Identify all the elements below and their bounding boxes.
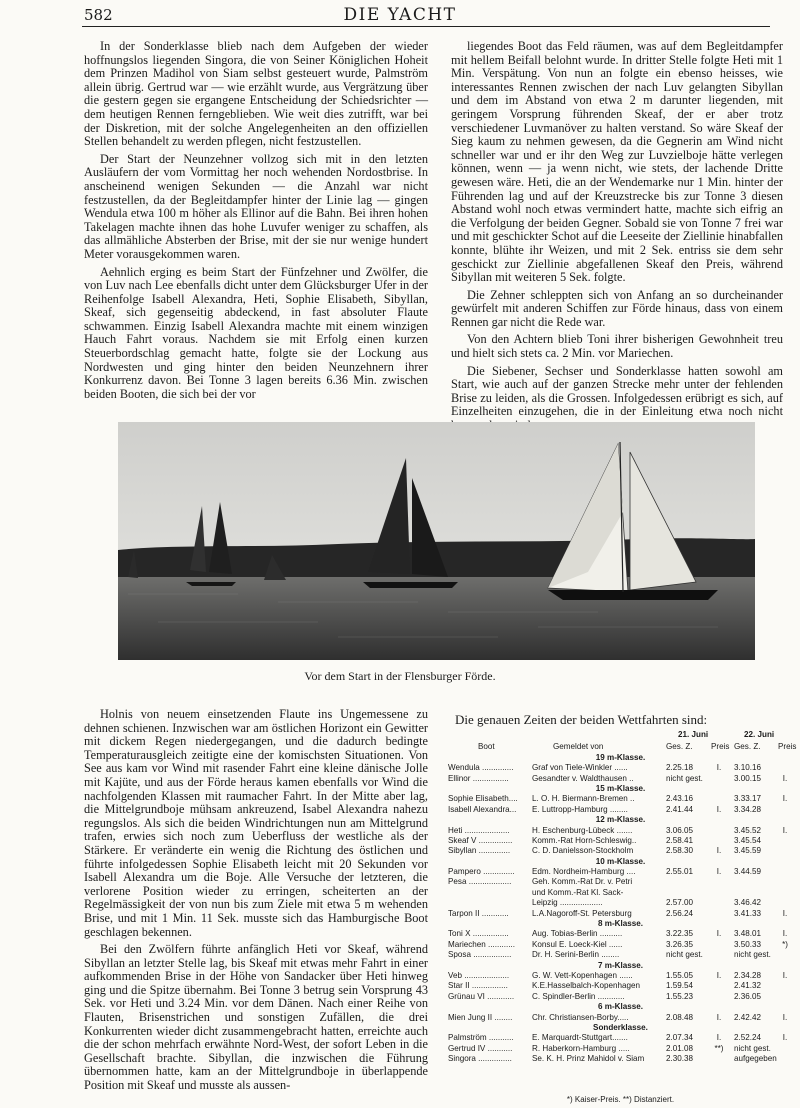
- entrant: Geh. Komm.-Rat Dr. v. Petri: [532, 877, 633, 887]
- table-row: [448, 971, 793, 981]
- race-date-2: 22. Juni: [744, 730, 775, 739]
- boat-name: Isabell Alexandra...: [448, 804, 517, 814]
- time-race-2: 2.34.28: [734, 970, 762, 980]
- table-row: [448, 1013, 793, 1023]
- time-race-2: 3.34.28: [734, 804, 762, 814]
- prize-race-2: I.: [782, 1033, 788, 1043]
- prize-race-2: I.: [782, 794, 788, 804]
- boat-name: Palmström ...........: [448, 1033, 514, 1043]
- time-race-1: 3.26.35: [666, 939, 694, 949]
- time-race-1: 2.55.01: [666, 867, 694, 877]
- boat-name: Mien Jung II ........: [448, 1012, 513, 1022]
- upper-left-column: [84, 40, 428, 401]
- class-heading: [448, 784, 793, 794]
- boat-name: Wendula ..............: [448, 763, 514, 773]
- class-name: 12 m-Klasse.: [595, 815, 646, 825]
- time-race-1: nicht gest.: [666, 950, 703, 960]
- table-header-row: [448, 742, 797, 752]
- entrant: Gesandter v. Waldthausen ..: [532, 773, 634, 783]
- boat-name: Sibyllan ..............: [448, 846, 511, 856]
- time-race-1: 2.07.34: [666, 1033, 694, 1043]
- class-name: 8 m-Klasse.: [598, 919, 643, 929]
- time-race-2: 2.42.42: [734, 1012, 762, 1022]
- boat-name: Ellinor ................: [448, 773, 509, 783]
- entrant: und Komm.-Rat Kl. Sack-: [532, 887, 624, 897]
- entrant: L. O. H. Biermann-Bremen ..: [532, 794, 635, 804]
- paragraph: Von den Achtern blieb Toni ihrer bisherigen Gewohnheit treu und hielt sich stets ca. 2 Min. vor Mariechen.: [451, 332, 783, 361]
- class-heading: [448, 1002, 793, 1012]
- prize-race-1: I.: [716, 1012, 722, 1022]
- header-time-1: Ges. Z.: [666, 742, 693, 752]
- time-race-1: 2.56.24: [666, 908, 694, 918]
- entrant: Dr. H. Serini-Berlin ........: [532, 950, 620, 960]
- entrant: Graf von Tiele-Winkler ......: [532, 763, 628, 773]
- class-heading: [448, 753, 793, 763]
- table-row: [448, 940, 793, 950]
- time-race-1: 3.22.35: [666, 929, 694, 939]
- header-prize-1: Preis: [711, 742, 730, 752]
- time-race-1: 2.08.48: [666, 1012, 694, 1022]
- class-name: 7 m-Klasse.: [598, 960, 643, 970]
- paragraph: Die Siebener, Sechser und Sonderklasse hatten sowohl am Start, wie auch auf der ganzen Strecke mehr unter der fehlenden Brise zu leiden, als die Grossen. Infolgedessen erübrigt es sich, auf Einzelheiten einzugehen, die in der Einleitung etwa noch nicht: [451, 363, 783, 419]
- table-footnote: *) Kaiser-Preis. **) Distanziert.: [566, 1095, 675, 1104]
- entrant: Konsul E. Loeck-Kiel ......: [532, 939, 623, 949]
- time-race-1: 1.55.05: [666, 970, 694, 980]
- entrant: Komm.-Rat Horn-Schleswig..: [532, 835, 637, 845]
- table-row: [448, 1033, 793, 1043]
- table-row: [448, 867, 793, 877]
- time-race-1: 1.55.23: [666, 991, 694, 1001]
- time-race-2: nicht gest.: [734, 950, 771, 960]
- running-header: DIE YACHT: [343, 5, 457, 25]
- prize-race-1: I.: [716, 1033, 722, 1043]
- prize-race-2: *): [782, 939, 788, 949]
- prize-race-1: I.: [716, 867, 722, 877]
- prize-race-2: I.: [782, 825, 788, 835]
- table-row: [448, 898, 793, 908]
- table-row: [448, 836, 793, 846]
- entrant: R. Haberkorn-Hamburg .....: [532, 1043, 630, 1053]
- prize-race-2: I.: [782, 773, 788, 783]
- table-row: [448, 774, 793, 784]
- time-race-1: 2.01.08: [666, 1043, 694, 1053]
- time-race-2: 3.50.33: [734, 939, 762, 949]
- entrant: K.E.Hasselbalch-Kopenhagen: [532, 981, 640, 991]
- time-race-1: 3.06.05: [666, 825, 694, 835]
- time-race-1: 2.41.44: [666, 804, 694, 814]
- table-row: [448, 981, 793, 991]
- entrant: Aug. Tobias-Berlin ..........: [532, 929, 623, 939]
- class-heading: [448, 919, 793, 929]
- prize-race-1: I.: [716, 804, 722, 814]
- class-heading: [448, 1023, 793, 1033]
- prize-race-1: I.: [716, 929, 722, 939]
- time-race-1: nicht gest.: [666, 773, 703, 783]
- time-race-1: 2.57.00: [666, 898, 694, 908]
- page-number: 582: [84, 6, 113, 24]
- boat-name: Heti ....................: [448, 825, 510, 835]
- time-race-2: 3.33.17: [734, 794, 762, 804]
- prize-race-1: **): [714, 1043, 724, 1053]
- class-name: 6 m-Klasse.: [598, 1002, 643, 1012]
- header-time-2: Ges. Z.: [734, 742, 761, 752]
- time-race-1: 2.30.38: [666, 1054, 694, 1064]
- boat-name: Pesa ...................: [448, 877, 512, 887]
- entrant: G. W. Vett-Kopenhagen ......: [532, 970, 633, 980]
- class-name: 10 m-Klasse.: [595, 856, 646, 866]
- paragraph: In der Sonderklasse blieb nach dem Aufgeben der wieder hoffnungslos liegenden Singora, die von Seiner Königlichen Hoheit dem Prinzen Madihol von Siam selbst gesteuert wurde, Palmström allein übrig. Gertrud war — wie erzählt wurde, aus Vergrätzung über die gestern gegen sie ergangene Entscheidung der Schiedsrichter — dem heutigen Rennen ferngeblieben. Wie weit dies zutrifft, war bei der Diskretion, mit der solche Angelegenheiten an den offiziellen Stellen behandelt zu werden pflegen, nicht festzustellen.: [84, 39, 428, 149]
- boat-name: Pampero ..............: [448, 867, 515, 877]
- table-row: [448, 888, 793, 898]
- header-rule: [82, 26, 770, 27]
- table-row: [448, 950, 793, 960]
- time-race-2: 3.48.01: [734, 929, 762, 939]
- results-table: [448, 730, 797, 1065]
- lower-left-column: [84, 708, 428, 1093]
- table-row: [448, 1044, 793, 1054]
- table-date-row: [448, 730, 793, 740]
- class-name: 19 m-Klasse.: [595, 752, 646, 762]
- boat-name: Skeaf V ...............: [448, 835, 513, 845]
- table-row: [448, 1054, 793, 1064]
- boat-name: Star II ................: [448, 981, 508, 991]
- prize-race-2: I.: [782, 908, 788, 918]
- boat-name: Sophie Elisabeth....: [448, 794, 518, 804]
- paragraph: Der Start der Neunzehner vollzog sich mit in den letzten Ausläufern der vom Vormittag her noch wehenden Nordostbrise. In anscheinend wenigen Sekunden — die Anzahl war nicht festzustellen, da der Begleitdampfer hinter der Linie lag — gingen Wendula etwa 100 m höher als Ellinor auf die Bahn. Bei ihren hohen Takelagen machte ihnen das hohe Luvufer weniger zu schaffen, als das allmähliche Absterben der Brise, mit der sie nur wenige hundert Meter vorausgekommen waren.: [84, 151, 428, 261]
- table-row: [448, 805, 793, 815]
- header-prize-2: Preis: [778, 742, 797, 752]
- class-heading: [448, 857, 793, 867]
- time-race-1: 2.58.41: [666, 835, 694, 845]
- time-race-2: 2.52.24: [734, 1033, 762, 1043]
- time-race-1: 2.43.16: [666, 794, 694, 804]
- time-race-2: 2.41.32: [734, 981, 762, 991]
- class-heading: [448, 815, 793, 825]
- paragraph: Die Zehner schleppten sich von Anfang an so durcheinander gewürfelt mit anderen Schiffen zur Förde hinaus, dass von einem Rennen gar nicht die Rede war.: [451, 287, 783, 329]
- class-name: 15 m-Klasse.: [595, 783, 646, 793]
- time-race-2: 3.45.54: [734, 835, 762, 845]
- table-row: [448, 992, 793, 1002]
- class-name: Sonderklasse.: [593, 1022, 648, 1032]
- time-race-1: 1.59.54: [666, 981, 694, 991]
- prize-race-1: I.: [716, 763, 722, 773]
- table-row: [448, 929, 793, 939]
- prize-race-1: I.: [716, 970, 722, 980]
- entrant: E. Luttropp-Hamburg ........: [532, 804, 628, 814]
- time-race-1: 2.58.30: [666, 846, 694, 856]
- table-row: [448, 794, 793, 804]
- boat-name: Mariechen ............: [448, 939, 516, 949]
- header-owner: Gemeldet von: [553, 742, 604, 752]
- entrant: E. Marquardt-Stuttgart.......: [532, 1033, 628, 1043]
- boat-name: Veb ....................: [448, 970, 510, 980]
- race-date-1: 21. Juni: [678, 730, 709, 739]
- boat-name: Singora ...............: [448, 1054, 512, 1064]
- table-row: [448, 826, 793, 836]
- prize-race-2: I.: [782, 929, 788, 939]
- boat-name: Gertrud IV ...........: [448, 1043, 513, 1053]
- prize-race-1: I.: [716, 846, 722, 856]
- table-row: [448, 877, 793, 887]
- table-row: [448, 846, 793, 856]
- entrant: C. Spindler-Berlin ............: [532, 991, 625, 1001]
- paragraph: Aehnlich erging es beim Start der Fünfzehner und Zwölfer, die von Luv nach Lee ebenfalls dicht unter dem Glücksburger Ufer in der Reihenfolge Isabell Alexandra, Heti, Sophie Elisabeth, Sibyllan, Skeaf, sich gegenseitig abdeckend, in fast absoluter Flaute schwammen. Einzig Isabell Alexandra machte mit einem winzigen Hauch Fahrt voraus. Nachdem sie mit Erfolg einen kurzen Steuerbordschlag gemacht hatte, folgte sie der Lockung aus Nordwesten und ging hinter den beiden Neunzehnern ihrer Konkurrenz davon. Bei Tonne 3 lagen bereits 6.36 Min. zwischen beiden Booten, die sich bei der vor: [84, 264, 428, 401]
- header-boat: Boot: [478, 742, 495, 752]
- boat-name: Toni X ................: [448, 929, 509, 939]
- time-race-2: 3.46.42: [734, 898, 762, 908]
- time-race-2: 3.00.15: [734, 773, 762, 783]
- boat-name: Tarpon II ............: [448, 908, 509, 918]
- time-race-2: 3.45.59: [734, 846, 762, 856]
- entrant: Edm. Nordheim-Hamburg ....: [532, 867, 636, 877]
- paragraph: Bei den Zwölfern führte anfänglich Heti vor Skeaf, während Sibyllan an letzter Stelle lag, bis Skeaf mit etwas mehr Fahrt in einer aufkommenden Brise in der Höhe von Sandacker über Heti hinweg ging und die Spitze übernahm. Bei Tonne 3 betrug sein Vorsprung 43 Sek. vor Heti und 3.24 Min. vor dem Dänen. Nach einer Reihe von Flauten, Brisenstrichen und sonstigen Zufällen, die drei Konkurrenten wieder dicht zusammengebracht hatten, erreichte auch die der schon mehrfach erwähnte Nord-West, der sofort Leben in die Gesellschaft brachte. Sibyllan, die inzwischen die Führung übernommen hatte, kam an der Mittelgrundboje in überlappende Position mit Skeaf und musste als aussen-: [84, 942, 428, 1093]
- time-race-2: 3.10.16: [734, 763, 762, 773]
- paragraph: Holnis von neuem einsetzenden Flaute ins Ungemessene zu dehnen schienen. Inzwischen war am östlichen Horizont ein Gewitter mit dickem Regen niedergegangen, und die dadurch bedingte Temperaturausgleich zeitigte eine der komischsten Situationen. Von See aus kam vor Wind mit rasender Fahrt eine kleine dänische Jolle mit Kajüte, und aus der Förde heraus kamen ebenfalls vor Wind die nachfolgenden Klassen mit raumacher Fahrt. In der Mitte aber lag, die Mittelgrundboje mühsam ankreuzend, Isabel Alexandra nahezu regungslos. Als sich die beiden Windrichtungen nun am Mittelgrund trafen, erwies sich noch zum Ueberfluss der westliche als der Stärkere. Er veränderte ein wenig die Richtung des östlichen und führte infolgedessen Sophie Elisabeth leicht mit 20 Sekunden vor Isabell Alexandra um die Boje. Alle Versuche der letzteren, die verlorene Position wieder zu erringen, scheiterten an der Regelmässigkeit der von nun bis zum Ziele mit etwa 5 m wehenden Brise, und mit 1 Min. 11 Sek. musste sich das Hamburgische Boot geschlagen bekennen.: [84, 707, 428, 939]
- boat-name: Sposa .................: [448, 950, 512, 960]
- table-row: [448, 909, 793, 919]
- entrant: Se. K. H. Prinz Mahidol v. Siam: [532, 1054, 645, 1064]
- time-race-2: aufgegeben: [734, 1054, 777, 1064]
- prize-race-2: I.: [782, 970, 788, 980]
- time-race-2: 3.41.33: [734, 908, 762, 918]
- time-race-2: 3.45.52: [734, 825, 762, 835]
- entrant: Chr. Christiansen-Borby.....: [532, 1012, 629, 1022]
- boat-name: Grünau VI ............: [448, 991, 515, 1001]
- entrant: H. Eschenburg-Lübeck .......: [532, 825, 633, 835]
- results-table-title: Die genauen Zeiten der beiden Wettfahrten sind:: [455, 712, 708, 727]
- prize-race-2: I.: [782, 1012, 788, 1022]
- regatta-photo: [118, 422, 755, 660]
- class-heading: [448, 961, 793, 971]
- upper-right-column: [451, 40, 783, 433]
- paragraph: liegendes Boot das Feld räumen, was auf dem Begleitdampfer mit hellem Beifall belohnt wurde. In dritter Stelle folgte Heti mit 1 Min. Verspätung. Von nun an folgte ein ebenso heisses, wie interessantes Rennen zwischen der nach Luv gelangten Sibyllan und dem im Abstand von etwa 2 m darunter liegenden, mit geringem Vorsprung führenden Skeaf, der er aber trotz verschiedener Luvmanöver zu halten verstand. So wäre Skeaf der Sieg kaum zu nehmen gewesen, da die Gegnerin am Wind nicht schneller war und er ihr den Weg zur Luvzielboje hätte verlegen können, wenn — ja wenn nicht, wie stets, der lachende Dritte gewesen wäre. Heti, die an der Wendemarke nur 1 Min. hinter der Führenden lag und auf der Kreuzstrecke bis zur Tonne 3 diesen Abstand wohl noch etwas vermindert hatte, machte sich eifrig an die Verfolgung der beiden Gegner. Sobald sie von Tonne 7 frei war und mit geschickter Schot auf die Leeseite der Ziellinie hinabfallen konnte, blühte ihr Weizen, und mit 2 Sek. entriss sie dem sehr geschickt zur Ziellinie abgefallenen Skeaf den Preis, während Sibyllan mit weiteren 5 Sek. folgte.: [451, 39, 783, 285]
- entrant: C. D. Danielsson-Stockholm: [532, 846, 634, 856]
- photo-caption: Vor dem Start in der Flensburger Förde.: [304, 669, 496, 683]
- time-race-1: 2.25.18: [666, 763, 694, 773]
- table-row: [448, 763, 793, 773]
- time-race-2: nicht gest.: [734, 1043, 771, 1053]
- entrant: L.A.Nagoroff-St. Petersburg: [532, 908, 632, 918]
- time-race-2: 2.36.05: [734, 991, 762, 1001]
- time-race-2: 3.44.59: [734, 867, 762, 877]
- entrant: Leipzig ...................: [532, 898, 603, 908]
